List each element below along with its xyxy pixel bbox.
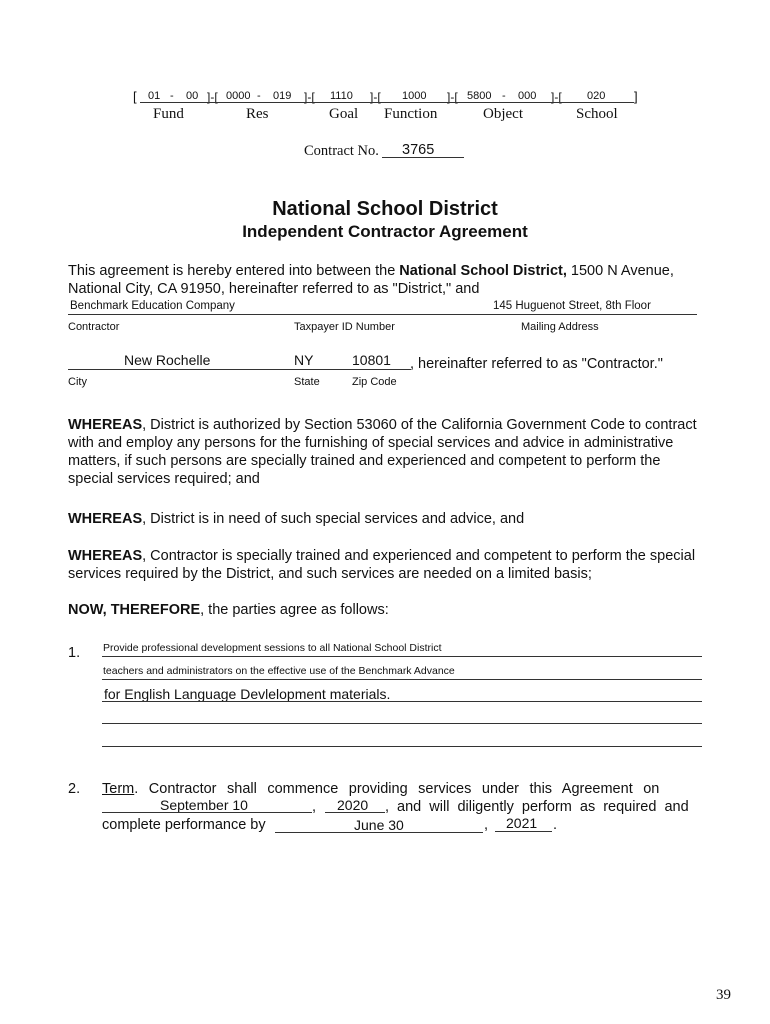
function-code: 1000 [402, 90, 427, 102]
object-label: Object [483, 106, 523, 122]
term-heading: Term [102, 781, 135, 797]
fund-label: Fund [153, 106, 184, 122]
district-name: National School District, [399, 263, 567, 279]
object-code-2: 000 [518, 90, 537, 102]
contract-number: 3765 [402, 142, 435, 158]
res-label: Res [246, 106, 269, 122]
intro-line-1: This agreement is hereby entered into between the National School District, 1500 N Avenue, [68, 263, 674, 279]
fund-code-2: 00 [186, 90, 199, 102]
page-number: 39 [716, 987, 731, 1003]
item-1-line-2: teachers and administrators on the effective use of the Benchmark Advance [103, 665, 455, 677]
item-2-line-2-post: , and will diligently perform as required and [385, 799, 689, 815]
end-year: 2021 [506, 815, 538, 831]
contractor-name: Benchmark Education Company [70, 300, 235, 312]
mailing-label: Mailing Address [521, 321, 599, 333]
whereas-1-line-3: matters, if such persons are specially trained and experienced and competent to perform the [68, 453, 661, 469]
whereas-1-line-4: special services required; and [68, 471, 260, 487]
zip-value: 10801 [352, 352, 391, 368]
res-code-1: 0000 [226, 90, 251, 102]
object-code-1: 5800 [467, 90, 492, 102]
fund-code-1: 01 [148, 90, 161, 102]
whereas-3-line-1: WHEREAS, Contractor is specially trained and experienced and competent to perform the special [68, 548, 696, 564]
city-label: City [68, 376, 87, 388]
goal-code: 1110 [330, 90, 353, 102]
school-label: School [576, 106, 618, 122]
start-date: September 10 [160, 797, 248, 813]
item-1-line-1: Provide professional development sessions to all National School District [103, 642, 442, 654]
item-2-number: 2. [68, 781, 81, 797]
zip-label: Zip Code [352, 376, 397, 388]
item-2-line-1: Term. Contractor shall commence providing services under this Agreement on [102, 781, 660, 797]
item-2-line-3-pre: complete performance by [102, 817, 266, 833]
item-1-number: 1. [68, 645, 81, 661]
now-therefore: NOW, THEREFORE, the parties agree as follows: [68, 602, 389, 618]
function-label: Function [384, 106, 438, 122]
contract-no-label: Contract No. [304, 143, 379, 159]
intro-line-2: National City, CA 91950, hereinafter referred to as "District," and [68, 281, 480, 297]
document-title: National School District [272, 198, 498, 220]
whereas-2: WHEREAS, District is in need of such special services and advice, and [68, 511, 525, 527]
mailing-address: 145 Huguenot Street, 8th Floor [493, 300, 651, 312]
item-1-line-3: for English Language Devlelopment materials. [104, 686, 391, 702]
school-code: 020 [587, 90, 606, 102]
taxpayer-label: Taxpayer ID Number [294, 321, 395, 333]
state-value: NY [294, 352, 314, 368]
whereas-1-line-1: WHEREAS, District is authorized by Section 53060 of the California Government Code to contract [68, 417, 697, 433]
whereas-3-line-2: services required by the District, and such services are needed on a limited basis; [68, 566, 592, 582]
contractor-label: Contractor [68, 321, 120, 333]
end-date: June 30 [354, 817, 404, 833]
document-subtitle: Independent Contractor Agreement [242, 222, 528, 241]
goal-label: Goal [329, 106, 359, 122]
city-value: New Rochelle [124, 352, 211, 368]
res-code-2: 019 [273, 90, 292, 102]
state-label: State [294, 376, 320, 388]
contractor-referred: , hereinafter referred to as "Contractor." [410, 356, 663, 372]
whereas-1-line-2: with and employ any persons for the furnishing of special services and advice in administrative [68, 435, 674, 451]
start-year: 2020 [337, 797, 369, 813]
